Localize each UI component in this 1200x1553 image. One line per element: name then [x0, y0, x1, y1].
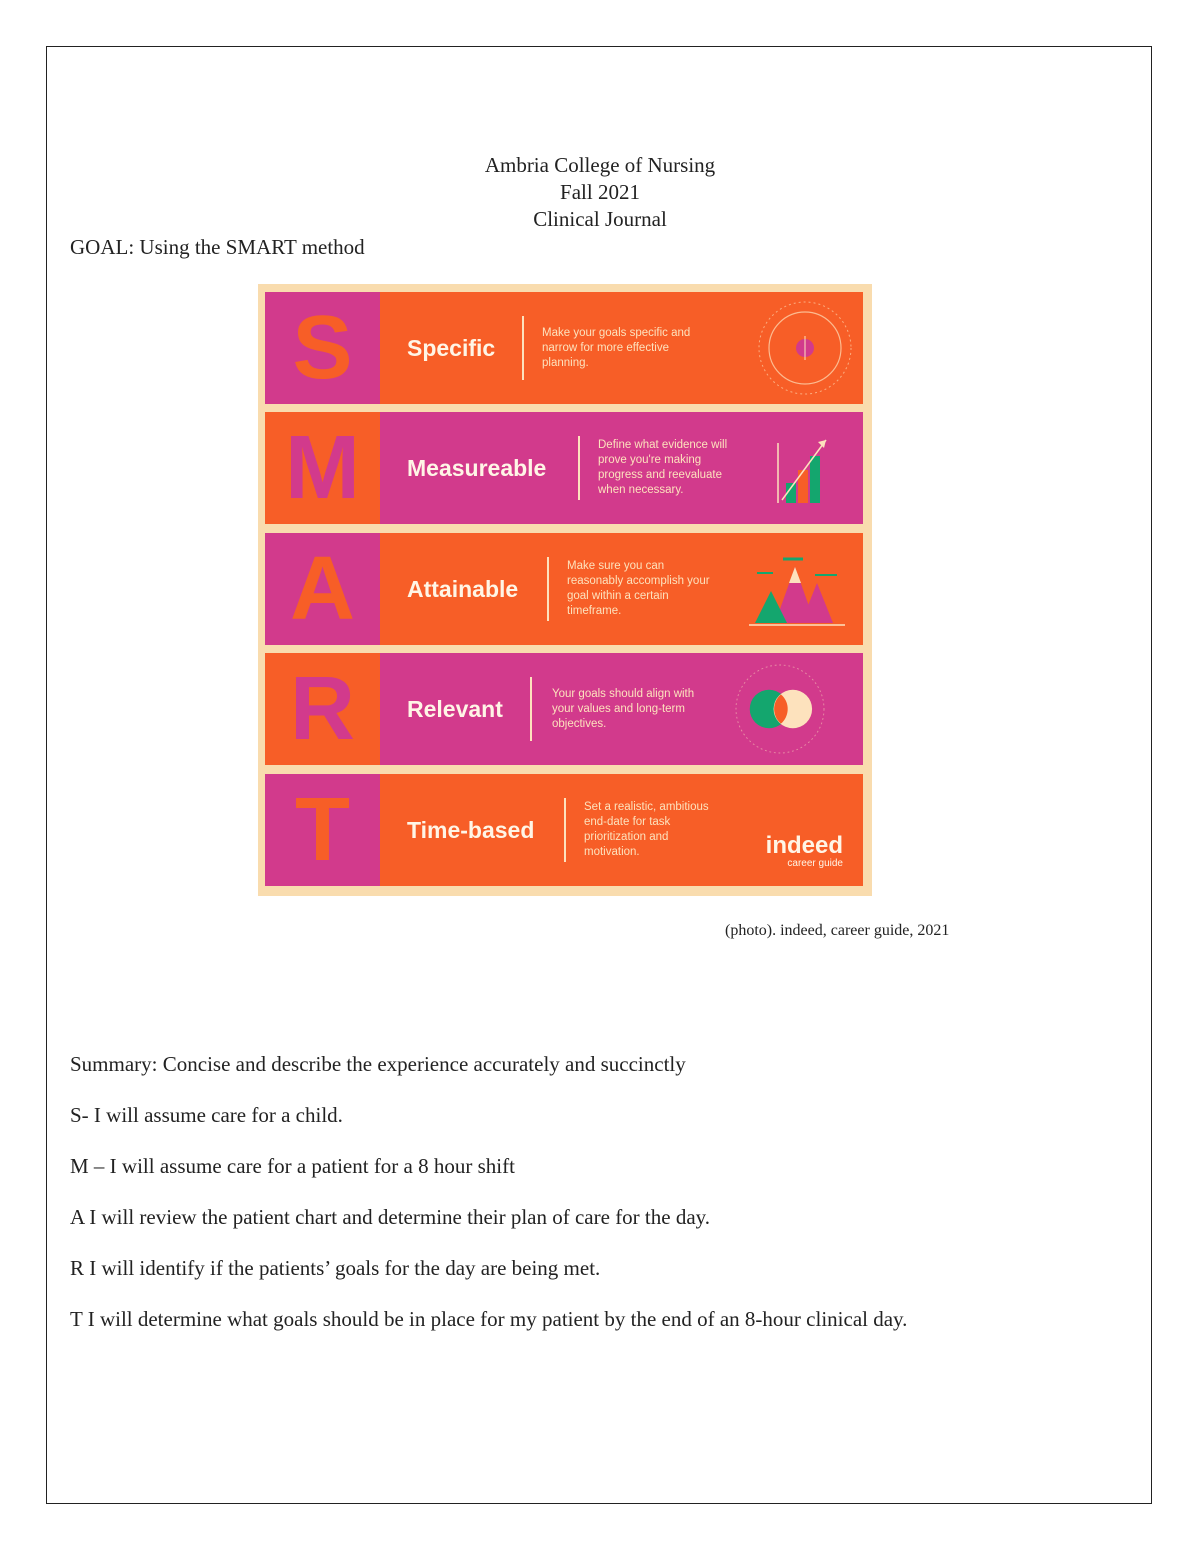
smart-row-specific — [265, 292, 863, 404]
smart-description: Make sure you can reasonably accomplish your goal within a certain timeframe. — [567, 560, 710, 617]
smart-description: Make your goals specific and narrow for more effective planning. — [542, 326, 691, 369]
summary-item-t: T I will determine what goals should be in place for my patient by the end of an 8-hour clinical day. — [70, 1307, 908, 1331]
letter-box — [265, 533, 380, 645]
smart-row-attainable — [265, 533, 863, 645]
mountain-icon — [745, 539, 855, 639]
smart-word: Relevant — [407, 695, 503, 722]
college-name: Ambria College of Nursing — [484, 153, 716, 177]
summary-item-s: S- I will assume care for a child. — [70, 1103, 343, 1127]
smart-description: Your goals should align with your values and long-term objectives. — [552, 687, 695, 730]
smart-row-measureable — [265, 412, 863, 524]
smart-letter: A — [290, 539, 355, 639]
image-caption: (photo). indeed, career guide, 2021 — [725, 922, 950, 939]
document-title: Clinical Journal — [533, 207, 667, 231]
divider — [578, 436, 580, 500]
smart-letter: S — [292, 298, 353, 398]
smart-word: Specific — [407, 334, 496, 361]
divider — [530, 677, 532, 741]
smart-letter: R — [290, 659, 355, 759]
letter-box — [265, 292, 380, 404]
indeed-sub: career guide — [787, 858, 843, 869]
divider — [564, 798, 566, 862]
letter-box — [265, 653, 380, 765]
term: Fall 2021 — [560, 180, 640, 204]
divider — [547, 557, 549, 621]
row-body — [380, 653, 863, 765]
smart-description: Set a realistic, ambitious end-date for task prioritization and motivation. — [584, 801, 709, 858]
smart-word: Attainable — [407, 575, 519, 602]
row-body — [380, 533, 863, 645]
smart-word: Time-based — [407, 816, 535, 843]
summary-item-m: M – I will assume care for a patient for a 8 hour shift — [70, 1154, 515, 1178]
divider — [522, 316, 524, 380]
smart-row-relevant — [265, 653, 863, 765]
row-body — [380, 292, 863, 404]
venn-icon — [725, 659, 835, 759]
summary-section — [70, 1052, 907, 1358]
document-header — [0, 152, 1200, 233]
letter-box — [265, 774, 380, 886]
smart-infographic — [258, 284, 872, 896]
row-body — [380, 412, 863, 524]
smart-letter: T — [295, 780, 350, 880]
summary-item-r: R I will identify if the patients’ goals for the day are being met. — [70, 1256, 601, 1280]
smart-letter: M — [285, 418, 360, 518]
goal-line: GOAL: Using the SMART method — [70, 235, 365, 259]
smart-word: Measureable — [407, 454, 547, 481]
indeed-logo — [766, 834, 843, 870]
row-body — [380, 774, 863, 886]
letter-box — [265, 412, 380, 524]
summary-heading: Summary: Concise and describe the experience accurately and succinctly — [70, 1052, 686, 1076]
smart-description: Define what evidence will prove you're making progress and reevaluate when necessary. — [598, 439, 728, 496]
target-icon — [750, 298, 860, 398]
indeed-brand: indeed — [765, 832, 843, 859]
smart-row-time-based — [265, 774, 863, 886]
bar-chart-icon — [768, 418, 878, 518]
summary-item-a: A I will review the patient chart and determine their plan of care for the day. — [70, 1205, 711, 1229]
